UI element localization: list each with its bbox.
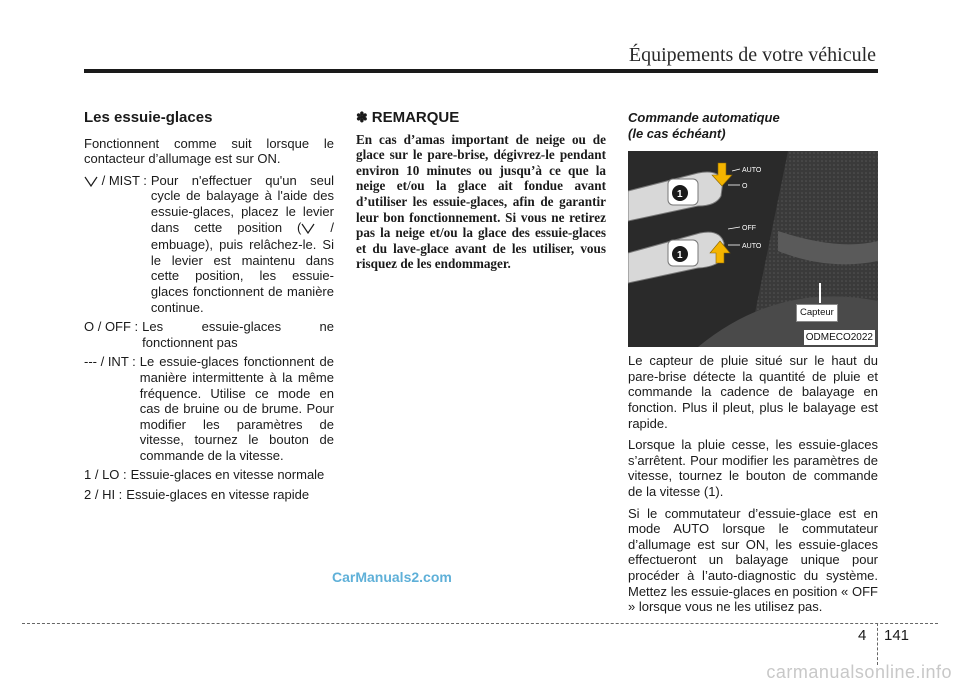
def-mist: [84, 173, 334, 315]
chapter-title: Équipements de votre véhicule: [628, 44, 876, 66]
page-number: 141: [884, 627, 910, 644]
def-term-int: --- / INT :: [84, 354, 136, 370]
note-heading: [356, 110, 606, 126]
site-watermark: carmanualsonline.info: [766, 662, 952, 682]
auto-column: [628, 110, 878, 621]
sensor-label: Capteur: [796, 304, 838, 322]
auto-subtitle-line2: (le cas échéant): [628, 125, 726, 141]
wipers-heading: Les essuie-glaces: [84, 109, 213, 126]
knob-label-upper: 1: [677, 189, 683, 201]
footer-rule: [22, 623, 938, 624]
note-title: REMARQUE: [371, 109, 460, 126]
def-int: [84, 354, 334, 463]
chapter-number: 4: [858, 627, 867, 644]
def-term-lo: 1 / LO :: [84, 467, 127, 483]
header-rule: [84, 69, 878, 73]
def-lo: [84, 467, 334, 483]
footer-divider: [877, 623, 878, 665]
note-body: En cas d’amas important de neige ou de glace sur le pare-brise, dégivrez-le pendant environ 10 minutes ou jusqu’à ce que la neige et/ou la glace ait fondue avant d’utiliser les essuie-glaces, afin de garantir leur bon fonctionnement. Si vous ne retirez pas la neige et/ou la glace des essuie-glaces et du lave-glace avant de les utiliser, vous risquez de les endommager.: [356, 131, 606, 272]
def-desc-mist-a: Pour n'effectuer qu'un seul cycle de balayage à l'aide des essuie-glaces, placez le levier dans cette position (: [150, 172, 334, 235]
wipers-intro: Fonctionnent comme suit lorsque le contacteur d’allumage est sur ON.: [84, 135, 334, 167]
label-off: OFF: [742, 225, 756, 233]
mist-v-icon: [84, 175, 98, 191]
def-off: [84, 319, 334, 350]
auto-subtitle: [628, 110, 878, 141]
auto-paragraph-1: Le capteur de pluie situé sur le haut du pare-brise détecte la quantité de pluie et commande la cadence de balayage en fonction. Plus il pleut, plus le balayage est rapide.: [628, 353, 878, 431]
def-desc-mist-b: / embuage), puis relâchez-le. Si le levier est maintenu dans cette position, les essuie-glaces fonctionnent de manière continue.: [150, 219, 334, 315]
def-term-mist: / MIST :: [101, 172, 147, 188]
auto-paragraph-3: Si le commutateur d’essuie-glace est en mode AUTO lorsque le commutateur d’allumage est sur ON, les essuie-glaces effectueront un balayage unique pour procéder à l’auto-diagnostic du système. Mettez les essuie-glaces en position « OFF » lorsque vous ne les utilisez pas.: [628, 505, 878, 615]
def-hi: [84, 487, 334, 503]
auto-subtitle-line1: Commande automatique: [628, 110, 780, 125]
wiper-switch-figure: [628, 151, 878, 347]
note-star-icon: ✽: [356, 109, 368, 125]
auto-paragraph-2: Lorsque la pluie cesse, les essuie-glaces s’arrêtent. Pour modifier les paramètres de vitesse, tournez le bouton de commande de la vitesse (1).: [628, 437, 878, 499]
note-column: [356, 110, 606, 272]
figure-code: ODMECO2022: [804, 330, 875, 346]
def-desc-int: Le essuie-glaces fonctionnent de manière intermittente à la même fréquence. Utilise ce mode en cas de bruine ou de brume. Pour modifier les paramètres de vitesse, tournez le bouton de commande de la vitesse.: [139, 354, 334, 463]
label-o: O: [742, 183, 748, 191]
label-auto-bottom: AUTO: [742, 243, 762, 251]
def-desc-off: Les essuie-glaces ne fonctionnent pas: [142, 319, 334, 350]
wipers-column: [84, 110, 334, 507]
label-auto-top: AUTO: [742, 167, 762, 175]
knob-label-lower: 1: [677, 250, 683, 262]
wiper-switch-illustration: [628, 151, 878, 347]
def-desc-hi: Essuie-glaces en vitesse rapide: [126, 487, 310, 503]
mist-v-inline-icon: [301, 222, 315, 238]
def-term-hi: 2 / HI :: [84, 487, 123, 503]
def-desc-lo: Essuie-glaces en vitesse normale: [130, 467, 325, 483]
watermark-link[interactable]: CarManuals2.com: [332, 569, 452, 585]
def-term-off: O / OFF :: [84, 319, 139, 335]
